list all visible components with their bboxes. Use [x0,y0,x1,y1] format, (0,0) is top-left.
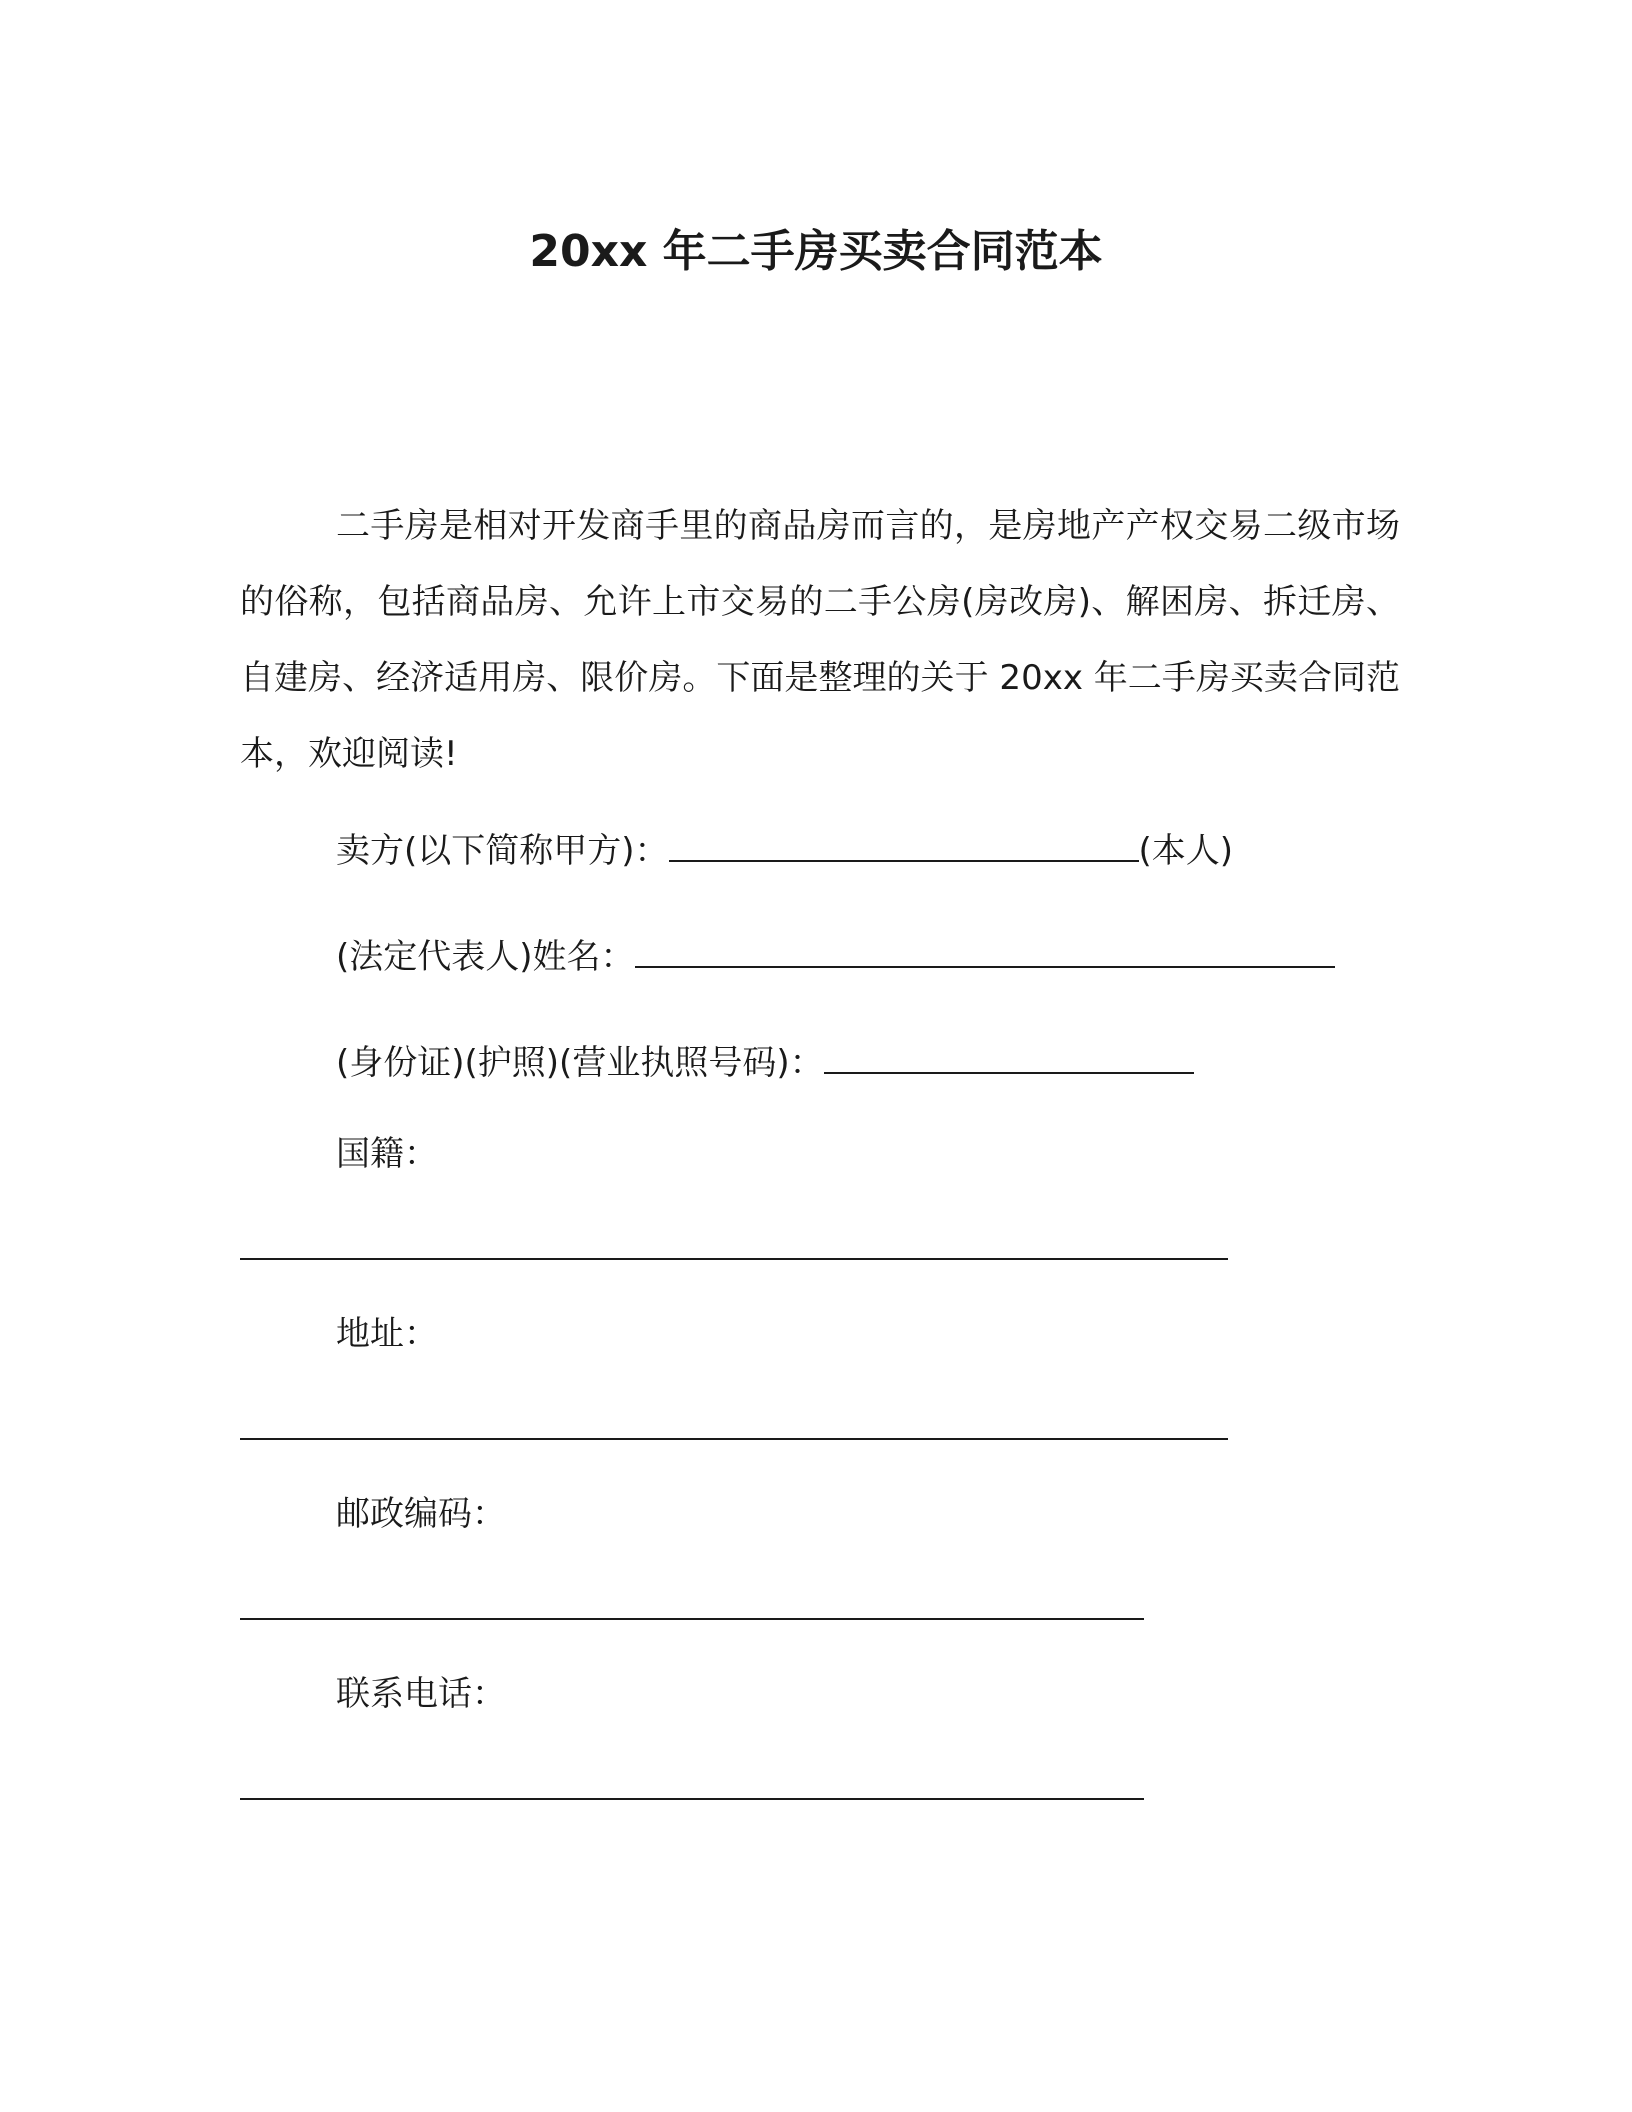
nationality-blank[interactable] [240,1258,1228,1260]
id-number-label: (身份证)(护照)(营业执照号码)： [336,1043,824,1083]
postcode-blank[interactable] [240,1618,1144,1620]
phone-blank[interactable] [240,1798,1144,1800]
seller-row [336,826,1233,875]
intro-paragraph: 二手房是相对开发商手里的商品房而言的，是房地产产权交易二级市场的俗称，包括商品房、允许上市交易的二手公房(房改房)、解困房、拆迁房、自建房、经济适用房、限价房。下面是整理的关于 20xx 年二手房买卖合同范本，欢迎阅读! [240,506,1400,774]
seller-suffix: (本人) [1138,831,1234,871]
id-number-row [336,1038,1194,1087]
address-blank[interactable] [240,1438,1228,1440]
document-title: 20xx 年二手房买卖合同范本 [529,226,1103,277]
phone-label: 联系电话： [336,1674,506,1714]
seller-name-blank[interactable] [669,826,1139,862]
address-label: 地址： [336,1314,438,1354]
nationality-label: 国籍： [336,1134,438,1174]
legal-rep-label: (法定代表人)姓名： [336,937,635,977]
seller-label: 卖方(以下简称甲方)： [336,831,669,871]
legal-rep-row [336,932,1335,981]
postcode-label: 邮政编码： [336,1494,506,1534]
id-number-blank[interactable] [824,1038,1194,1074]
legal-rep-blank[interactable] [635,932,1335,968]
